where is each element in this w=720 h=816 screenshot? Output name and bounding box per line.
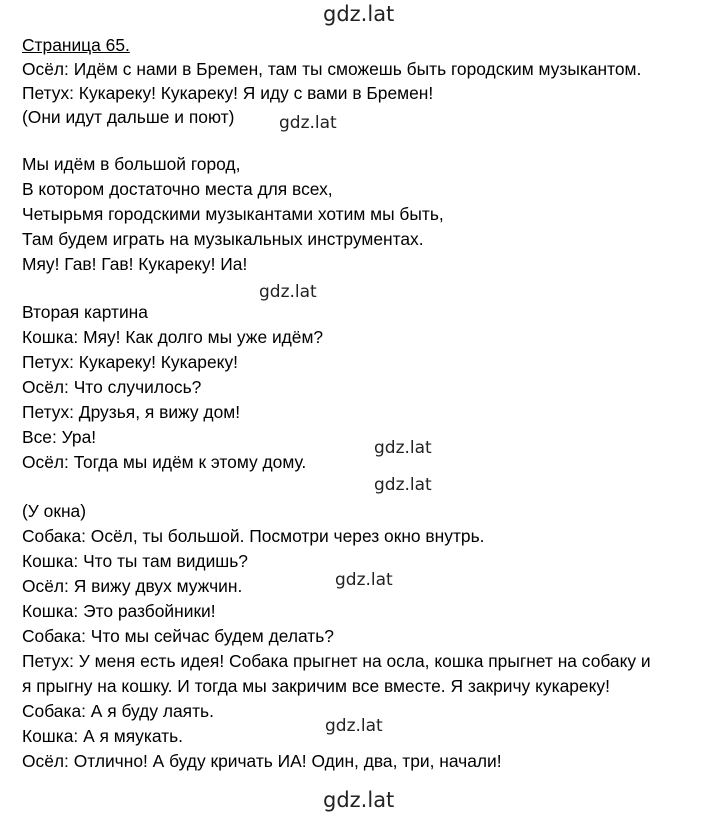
song-line: Мяу! Гав! Гав! Кукареку! Иа!: [22, 254, 248, 274]
text-line: Собака: А я буду лаять.: [22, 701, 214, 721]
watermark-inline: gdz.lat: [335, 570, 393, 590]
scene-heading: Вторая картина: [22, 302, 148, 322]
text-line: я прыгну на кошку. И тогда мы закричим все вместе. Я закричу кукареку!: [22, 676, 610, 696]
song-line: Четырьмя городскими музыкантами хотим мы быть,: [22, 204, 444, 224]
watermark-inline: gdz.lat: [374, 438, 432, 458]
watermark-top: gdz.lat: [323, 2, 395, 26]
text-line: Осёл: Отлично! А буду кричать ИА! Один, два, три, начали!: [22, 751, 502, 771]
page-number-heading: Страница 65.: [22, 35, 130, 55]
watermark-inline: gdz.lat: [259, 282, 317, 302]
text-line: Собака: Что мы сейчас будем делать?: [22, 626, 334, 646]
text-line: Осёл: Тогда мы идём к этому дому.: [22, 452, 307, 472]
text-line: Кошка: Что ты там видишь?: [22, 551, 248, 571]
text-line: Петух: У меня есть идея! Собака прыгнет на осла, кошка прыгнет на собаку и: [22, 651, 651, 671]
text-line: Осёл: Я вижу двух мужчин.: [22, 576, 243, 596]
song-line: Там будем играть на музыкальных инструментах.: [22, 229, 424, 249]
text-line: Петух: Кукареку! Кукареку! Я иду с вами в Бремен!: [22, 83, 434, 103]
text-line: Осёл: Идём с нами в Бремен, там ты сможешь быть городским музыкантом.: [22, 59, 642, 79]
watermark-inline: gdz.lat: [279, 113, 337, 133]
song-line: Мы идём в большой город,: [22, 154, 241, 174]
text-line: Кошка: Это разбойники!: [22, 601, 216, 621]
text-line: Петух: Друзья, я вижу дом!: [22, 402, 241, 422]
song-line: В котором достаточно места для всех,: [22, 179, 333, 199]
text-line: Кошка: Мяу! Как долго мы уже идём?: [22, 327, 324, 347]
text-line: Собака: Осёл, ты большой. Посмотри через окно внутрь.: [22, 526, 485, 546]
text-line: Кошка: А я мяукать.: [22, 726, 183, 746]
text-line: (Они идут дальше и поют): [22, 107, 235, 127]
watermark-bottom: gdz.lat: [323, 788, 395, 812]
text-line: Все: Ура!: [22, 427, 97, 447]
watermark-inline: gdz.lat: [374, 475, 432, 495]
text-line: Петух: Кукареку! Кукареку!: [22, 352, 238, 372]
watermark-inline: gdz.lat: [325, 716, 383, 736]
stage-direction: (У окна): [22, 501, 87, 521]
text-line: Осёл: Что случилось?: [22, 377, 202, 397]
